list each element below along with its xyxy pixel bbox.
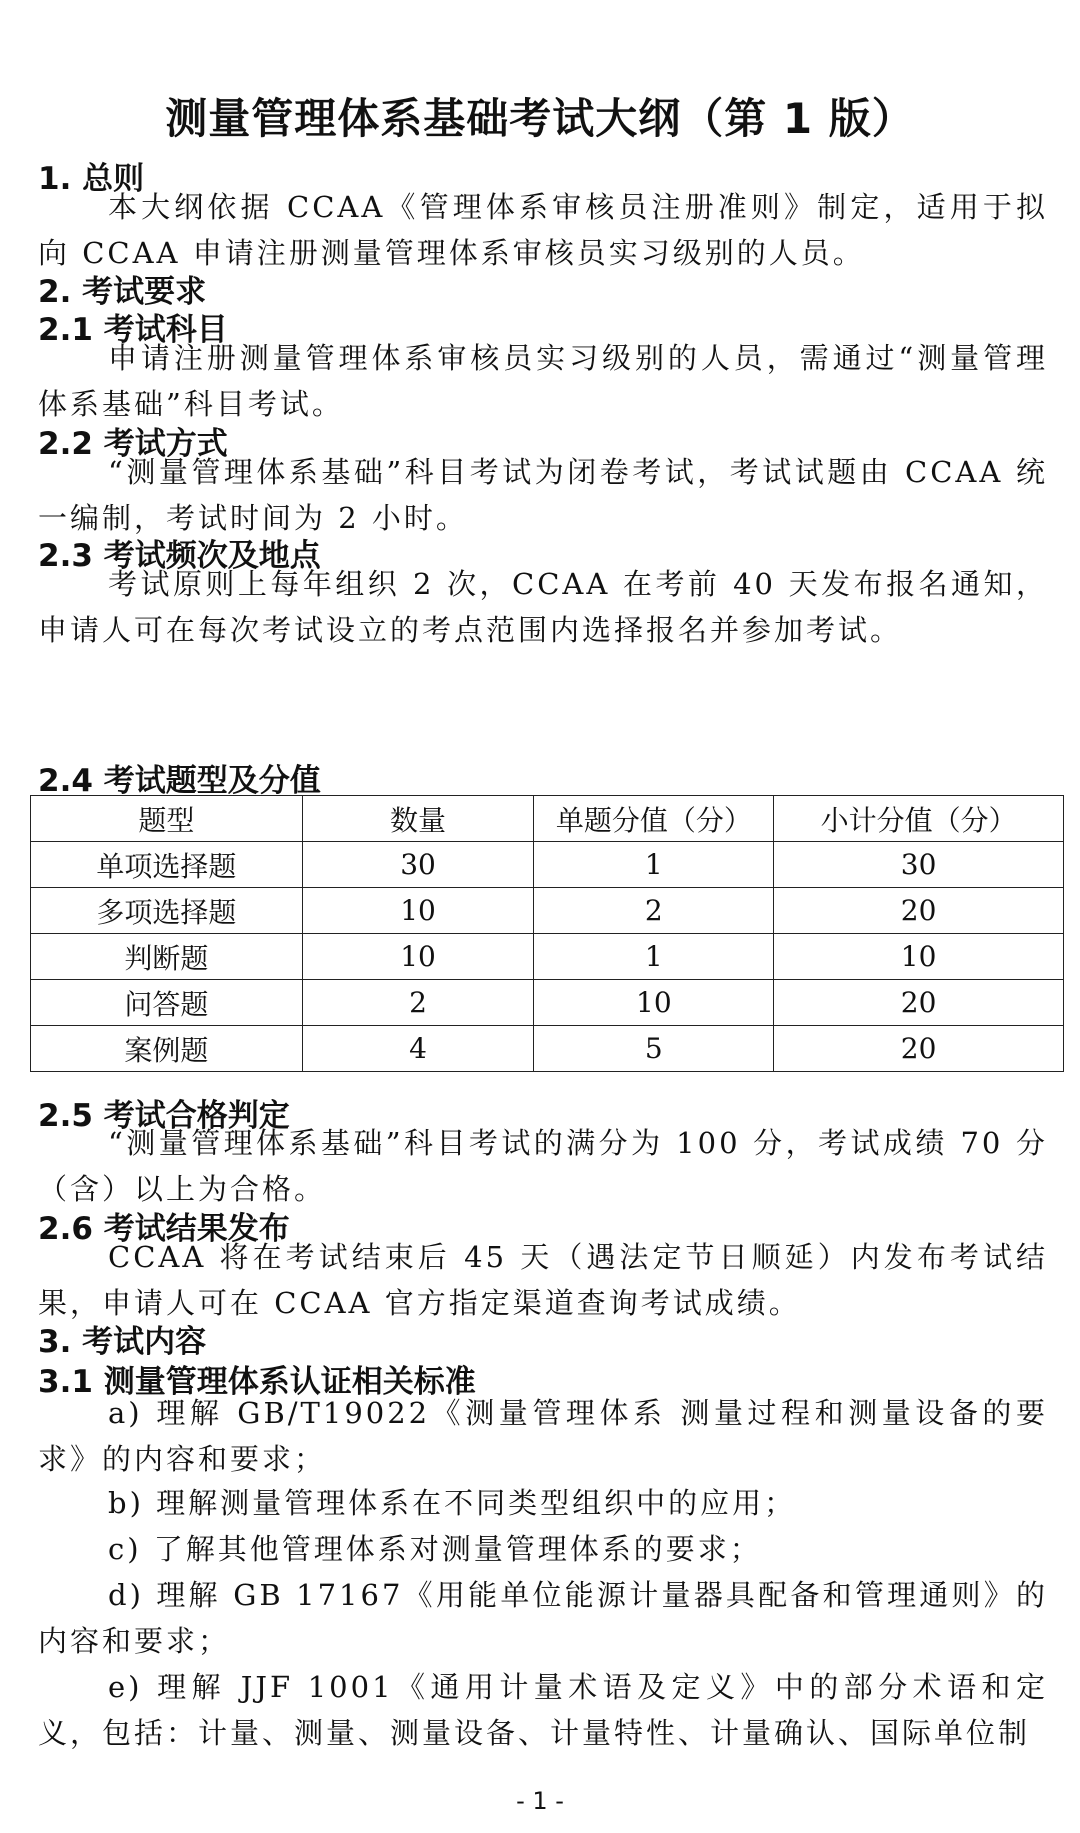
score-table: [30, 795, 1064, 1072]
heading-pass-criteria: 2.5 考试合格判定: [38, 1098, 290, 1134]
paragraph-exam-subject: 申请注册测量管理体系审核员实习级别的人员，需通过“测量管理体系基础”科目考试。: [38, 341, 1048, 421]
table-cell: 案例题: [31, 1026, 303, 1072]
paragraph-result-release: CCAA 将在考试结束后 45 天（遇法定节日顺延）内发布考试结果，申请人可在 CCAA 官方指定渠道查询考试成绩。: [38, 1240, 1048, 1320]
table-row: [31, 842, 1064, 888]
table-cell: 30: [302, 842, 534, 888]
paragraph-exam-method: “测量管理体系基础”科目考试为闭卷考试，考试试题由 CCAA 统一编制，考试时间为 2 小时。: [38, 455, 1048, 535]
table-header-cell: 单题分值（分）: [534, 796, 774, 842]
table-cell: 5: [534, 1026, 774, 1072]
table-header-row: [31, 796, 1064, 842]
table-cell: 1: [534, 842, 774, 888]
table-header-cell: 题型: [31, 796, 303, 842]
heading-exam-method: 2.2 考试方式: [38, 426, 228, 462]
table-cell: 30: [774, 842, 1064, 888]
table-cell: 10: [302, 934, 534, 980]
document-title: 测量管理体系基础考试大纲（第 1 版）: [165, 94, 915, 143]
table-cell: 多项选择题: [31, 888, 303, 934]
table-cell: 单项选择题: [31, 842, 303, 888]
table-header-cell: 小计分值（分）: [774, 796, 1064, 842]
paragraph-general: 本大纲依据 CCAA《管理体系审核员注册准则》制定，适用于拟向 CCAA 申请注册测量管理体系审核员实习级别的人员。: [38, 190, 1048, 270]
table-cell: 2: [302, 980, 534, 1026]
table-cell: 2: [534, 888, 774, 934]
list-item: d) 理解 GB 17167《用能单位能源计量器具配备和管理通则》的内容和要求；: [38, 1578, 1048, 1658]
heading-standards: 3.1 测量管理体系认证相关标准: [38, 1364, 476, 1400]
table-cell: 20: [774, 1026, 1064, 1072]
heading-exam-subject: 2.1 考试科目: [38, 312, 228, 348]
heading-exam-frequency: 2.3 考试频次及地点: [38, 538, 321, 574]
heading-general: 1. 总则: [38, 161, 145, 197]
table-header-cell: 数量: [302, 796, 534, 842]
paragraph-exam-frequency: 考试原则上每年组织 2 次，CCAA 在考前 40 天发布报名通知，申请人可在每次考试设立的考点范围内选择报名并参加考试。: [38, 567, 1048, 647]
heading-question-types: 2.4 考试题型及分值: [38, 763, 321, 799]
table-cell: 1: [534, 934, 774, 980]
table-cell: 10: [534, 980, 774, 1026]
table-cell: 20: [774, 980, 1064, 1026]
table-cell: 10: [302, 888, 534, 934]
table-cell: 4: [302, 1026, 534, 1072]
heading-exam-content: 3. 考试内容: [38, 1324, 207, 1360]
list-item: b) 理解测量管理体系在不同类型组织中的应用；: [108, 1486, 797, 1520]
list-item: a) 理解 GB/T19022《测量管理体系 测量过程和测量设备的要求》的内容和要求；: [38, 1396, 1048, 1476]
table-cell: 问答题: [31, 980, 303, 1026]
paragraph-pass-criteria: “测量管理体系基础”科目考试的满分为 100 分，考试成绩 70 分（含）以上为合格。: [38, 1126, 1048, 1206]
table-row: [31, 934, 1064, 980]
list-item: c) 了解其他管理体系对测量管理体系的要求；: [108, 1532, 762, 1566]
table-cell: 10: [774, 934, 1064, 980]
table-row: [31, 980, 1064, 1026]
heading-result-release: 2.6 考试结果发布: [38, 1211, 290, 1247]
page-number: - 1 -: [516, 1787, 564, 1815]
table-row: [31, 888, 1064, 934]
list-item: e) 理解 JJF 1001《通用计量术语及定义》中的部分术语和定义，包括：计量、测量、测量设备、计量特性、计量确认、国际单位制: [38, 1670, 1048, 1750]
heading-exam-requirements: 2. 考试要求: [38, 274, 207, 310]
table-row: [31, 1026, 1064, 1072]
table-cell: 20: [774, 888, 1064, 934]
table-cell: 判断题: [31, 934, 303, 980]
